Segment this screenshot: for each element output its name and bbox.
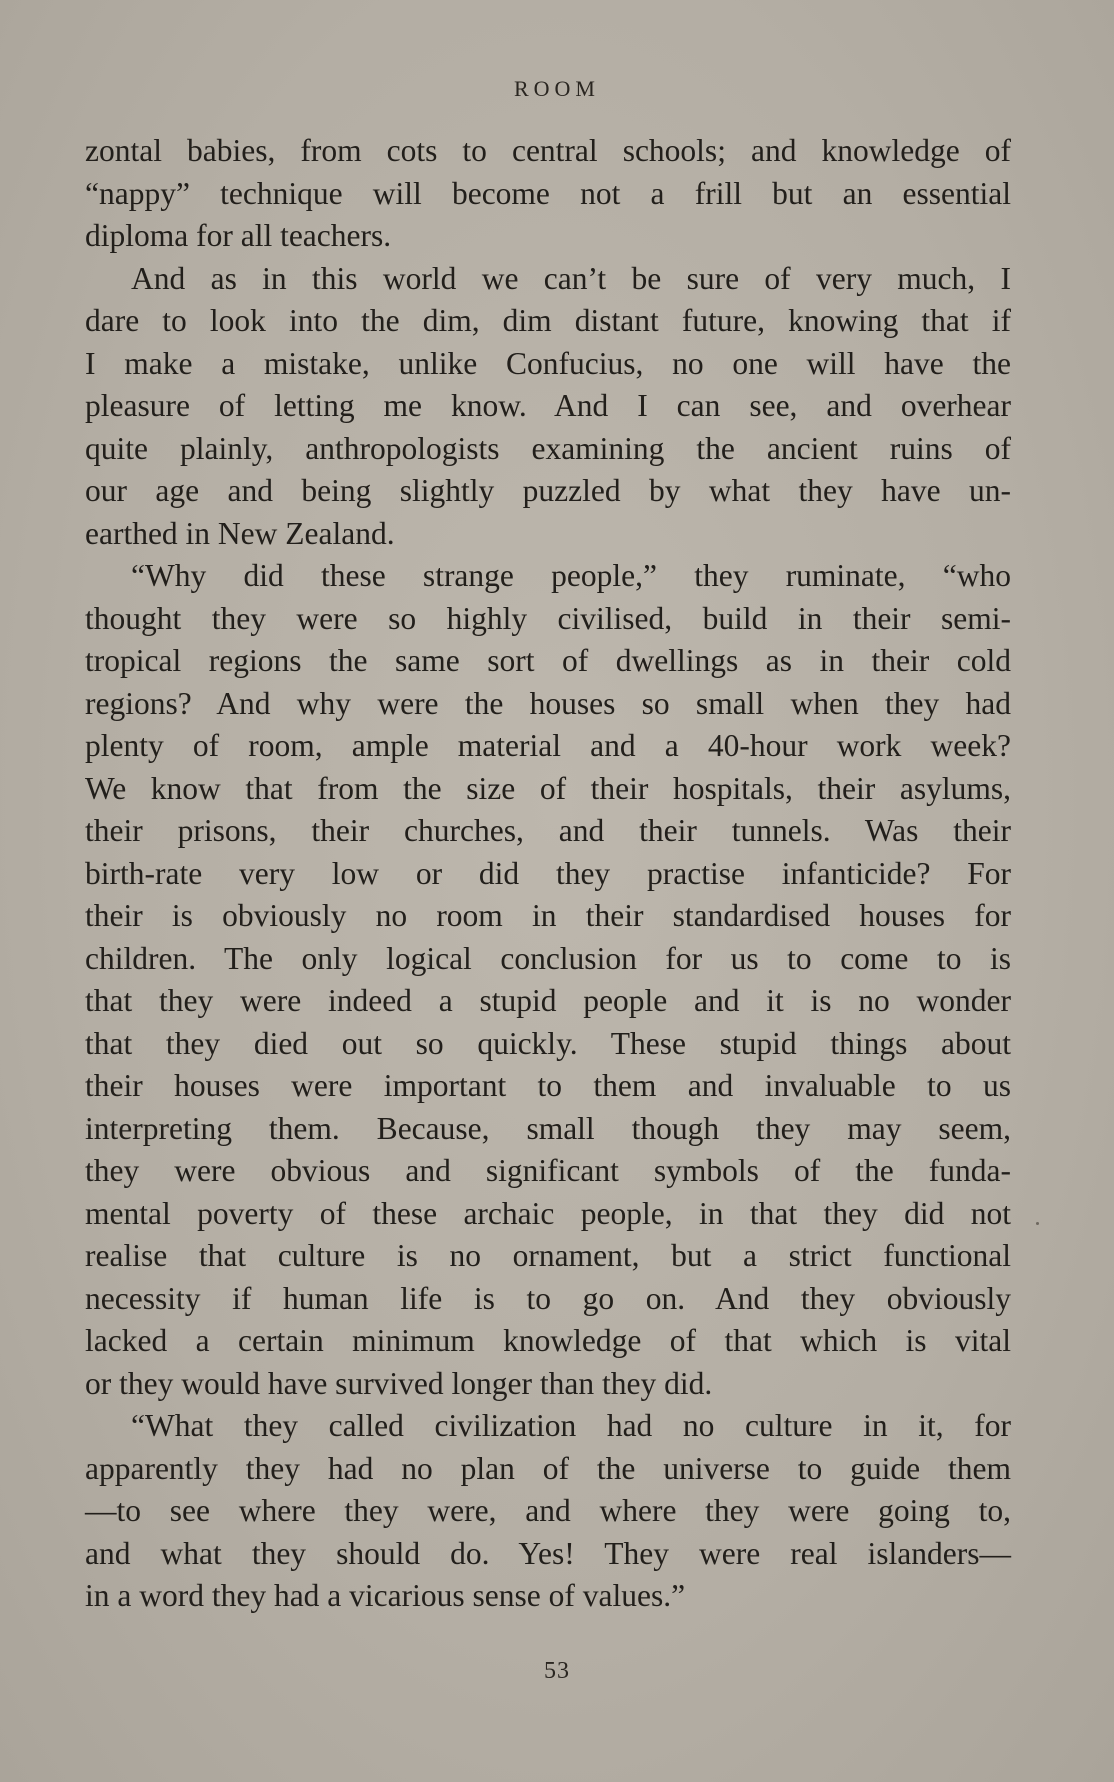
text-line: birth-rate very low or did they practise infanticide? For xyxy=(85,855,1011,891)
text-line: their is obviously no room in their standardised houses for xyxy=(85,898,1011,933)
text-line: their prisons, their churches, and their tunnels. Was their xyxy=(85,813,1011,848)
running-head: ROOM xyxy=(513,76,600,101)
text-line: in a word they had a vicarious sense of values.” xyxy=(85,1578,686,1613)
text-line: lacked a certain minimum knowledge of that which is vital xyxy=(85,1323,1011,1358)
text-line: or they would have survived longer than they did. xyxy=(85,1365,713,1401)
text-line: I make a mistake, unlike Confucius, no one will have the xyxy=(85,345,1011,381)
text-line: interpreting them. Because, small though they may seem, xyxy=(85,1110,1011,1146)
text-line: —to see where they were, and where they were going to, xyxy=(85,1493,1011,1528)
text-line: “Why did these strange people,” they ruminate, “who xyxy=(131,558,1011,593)
text-line: dare to look into the dim, dim distant future, knowing that if xyxy=(85,303,1011,338)
text-line: their houses were important to them and invaluable to us xyxy=(85,1068,1011,1103)
text-line: they were obvious and significant symbols of the funda- xyxy=(85,1153,1011,1188)
text-line: apparently they had no plan of the universe to guide them xyxy=(85,1450,1011,1486)
text-line: mental poverty of these archaic people, in that they did not xyxy=(85,1195,1011,1231)
text-line: and what they should do. Yes! They were real islanders— xyxy=(85,1535,1011,1571)
text-line: quite plainly, anthropologists examining the ancient ruins of xyxy=(85,430,1011,466)
page-number: 53 xyxy=(544,1658,570,1684)
text-line: that they died out so quickly. These stupid things about xyxy=(85,1025,1011,1061)
text-line: regions? And why were the houses so small when they had xyxy=(85,685,1011,721)
text-line: plenty of room, ample material and a 40-hour work week? xyxy=(85,728,1011,763)
body-text xyxy=(85,130,1011,1618)
text-line: We know that from the size of their hospitals, their asylums, xyxy=(85,770,1011,806)
text-line: necessity if human life is to go on. And they obviously xyxy=(85,1280,1011,1316)
text-line: zontal babies, from cots to central schools; and knowledge of xyxy=(85,133,1011,168)
text-line: “What they called civilization had no culture in it, for xyxy=(131,1408,1011,1443)
text-line: pleasure of letting me know. And I can see, and overhear xyxy=(85,388,1011,423)
text-line: children. The only logical conclusion for us to come to is xyxy=(85,940,1011,976)
text-line: earthed in New Zealand. xyxy=(85,515,395,551)
paper-speck xyxy=(1036,1222,1039,1225)
text-line: thought they were so highly civilised, build in their semi- xyxy=(85,600,1011,636)
text-line: that they were indeed a stupid people and it is no wonder xyxy=(85,983,1011,1018)
text-line: “nappy” technique will become not a frill but an essential xyxy=(85,175,1011,211)
text-line: realise that culture is no ornament, but a strict functional xyxy=(85,1238,1011,1273)
text-line: our age and being slightly puzzled by what they have un- xyxy=(85,473,1011,508)
text-line: And as in this world we can’t be sure of very much, I xyxy=(131,260,1011,296)
text-line: tropical regions the same sort of dwellings as in their cold xyxy=(85,643,1011,678)
text-line: diploma for all teachers. xyxy=(85,218,392,253)
